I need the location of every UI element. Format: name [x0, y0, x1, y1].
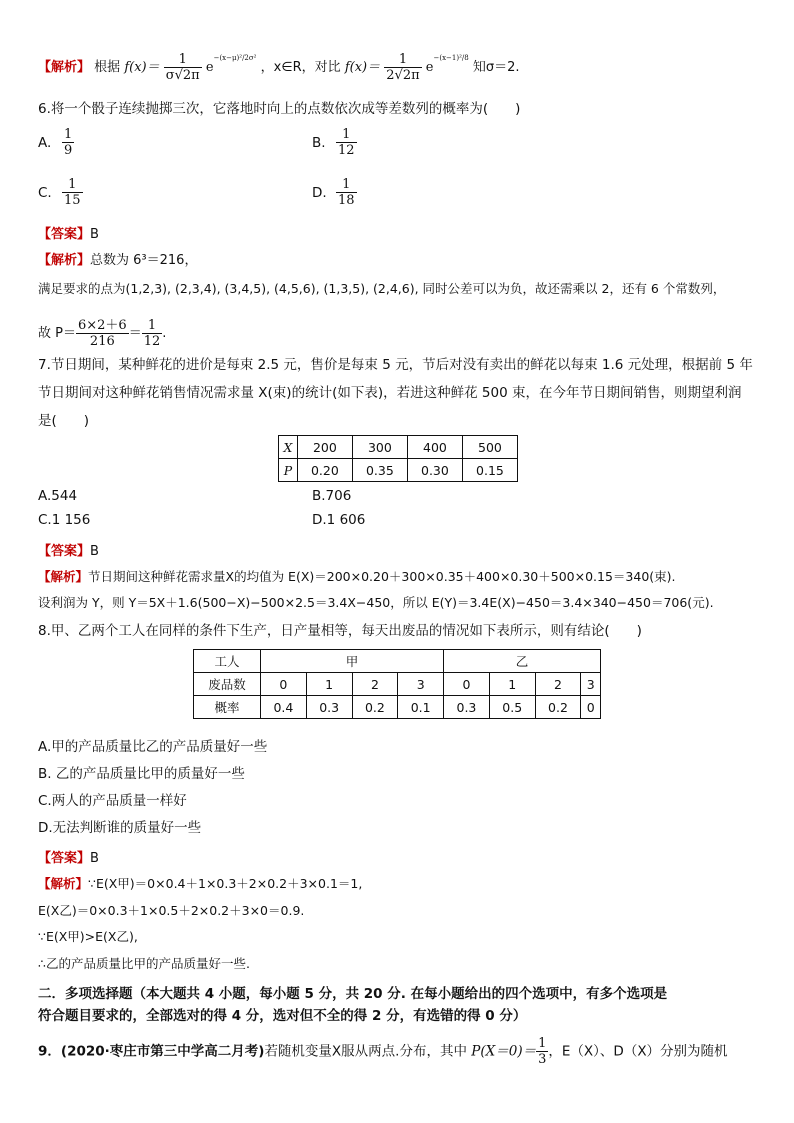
q6-option-a: A. $\frac{1}{9}$ [38, 127, 73, 158]
q7-analysis-2: 设利润为 Y，则 Y＝5X＋1.6(500−X)−500×2.5＝3.4X−450，所以 E(Y)＝3.4E(X)−450＝3.4×340−450＝706(元). [38, 595, 714, 610]
q7-analysis-1: 【解析】节日期间这种鲜花需求量X的均值为 E(X)＝200×0.20＋300×0.35＋400×0.30＋500×0.15＝340(束). [38, 569, 676, 584]
q8-analysis-3: ∵E(X甲)>E(X乙), [38, 929, 138, 944]
table-row: 废品数 0 1 2 3 0 1 2 3 [194, 673, 601, 696]
section-2-heading-1: 二．多项选择题（本大题共 4 小题，每小题 5 分，共 20 分. 在每小题给出的四个选项中，有多个选项是 [38, 986, 668, 1002]
q7-option-b: B.706 [312, 488, 352, 504]
q8-answer: 【答案】B [38, 851, 99, 866]
q7-option-d: D.1 606 [312, 512, 366, 528]
q6-analysis-2: 满足要求的点为(1,2,3), (2,3,4), (3,4,5), (4,5,6), (1,3,5), (2,4,6), 同时公差可以为负，故还需乘以 2，还有 6 个常数列， [38, 281, 726, 296]
q6-stem: 6.将一个骰子连续抛掷三次，它落地时向上的点数依次成等差数列的概率为( ) [38, 101, 521, 117]
q8-analysis-4: ∴乙的产品质量比甲的产品质量好一些. [38, 956, 250, 971]
q8-option-a: A.甲的产品质量比乙的产品质量好一些 [38, 739, 268, 755]
q7-option-c: C.1 156 [38, 512, 91, 528]
q7-option-a: A.544 [38, 488, 78, 504]
q8-option-c: C.两人的产品质量一样好 [38, 793, 187, 809]
table-row: 工人 甲 乙 [194, 650, 601, 673]
fraction: $\frac{1}{\sigma√2\pi}$ [165, 52, 200, 83]
analysis-line-top: 【解析】 根据 f(x)＝ $\frac{1}{\sigma√2\pi}$ $e^{-(x-\mu)^2/2\sigma^2}$ ，x∈R，对比 f(x)＝ $\frac{1}{2√2\pi}$ $e^{-(x-1)^2/8}$ 知σ＝2. [38, 52, 520, 83]
analysis-label: 【解析】 [38, 60, 91, 75]
q8-option-b: B. 乙的产品质量比甲的质量好一些 [38, 766, 245, 782]
q7-stem-1: 7.节日期间，某种鲜花的进价是每束 2.5 元，售价是每束 5 元，节后对没有卖出的鲜花以每束 1.6 元处理，根据前 5 年 [38, 357, 753, 373]
q8-stem: 8.甲、乙两个工人在同样的条件下生产，日产量相等，每天出废品的情况如下表所示，则有结论( ) [38, 623, 642, 639]
q7-stem-2: 节日期间对这种鲜花销售情况需求量 X(束)的统计(如下表)，若进这种鲜花 500 束，在今年节日期间销售，则期望利润 [38, 385, 742, 401]
q8-analysis-1: 【解析】∵E(X甲)＝0×0.4＋1×0.3＋2×0.2＋3×0.1＝1, [38, 876, 363, 891]
table-row: X 200 300 400 500 [279, 436, 518, 459]
q8-table [193, 649, 601, 719]
q7-table [278, 435, 518, 482]
q7-answer: 【答案】B [38, 544, 99, 559]
q6-analysis-1: 【解析】总数为 6³＝216， [38, 253, 198, 268]
q6-option-b: B. $\frac{1}{12}$ [312, 127, 355, 158]
table-row: P 0.20 0.35 0.30 0.15 [279, 459, 518, 482]
q8-analysis-2: E(X乙)＝0×0.3＋1×0.5＋2×0.2＋3×0＝0.9. [38, 903, 305, 918]
q6-option-d: D. $\frac{1}{18}$ [312, 177, 355, 208]
q6-option-c: C. $\frac{1}{15}$ [38, 177, 81, 208]
q6-analysis-3: 故 P＝ $\frac{6\times 2+6}{216}$ ＝ $\frac{1}{12}$ . [38, 318, 167, 349]
section-2-heading-2: 符合题目要求的，全部选对的得 4 分，选对但不全的得 2 分，有选错的得 0 分） [38, 1008, 527, 1024]
q7-stem-3: 是( ) [38, 413, 90, 429]
fraction: $\frac{1}{2√2\pi}$ [386, 52, 420, 83]
q6-answer: 【答案】B [38, 227, 99, 242]
q9-stem: 9．(2020·枣庄市第三中学高二月考)若随机变量X服从两点.分布，其中 P(X＝0)＝ $\frac{1}{3}$ ，E（X）、D（X）分别为随机 [38, 1036, 728, 1067]
q8-option-d: D.无法判断谁的质量好一些 [38, 820, 202, 836]
table-row: 概率 0.4 0.3 0.2 0.1 0.3 0.5 0.2 0 [194, 696, 601, 719]
